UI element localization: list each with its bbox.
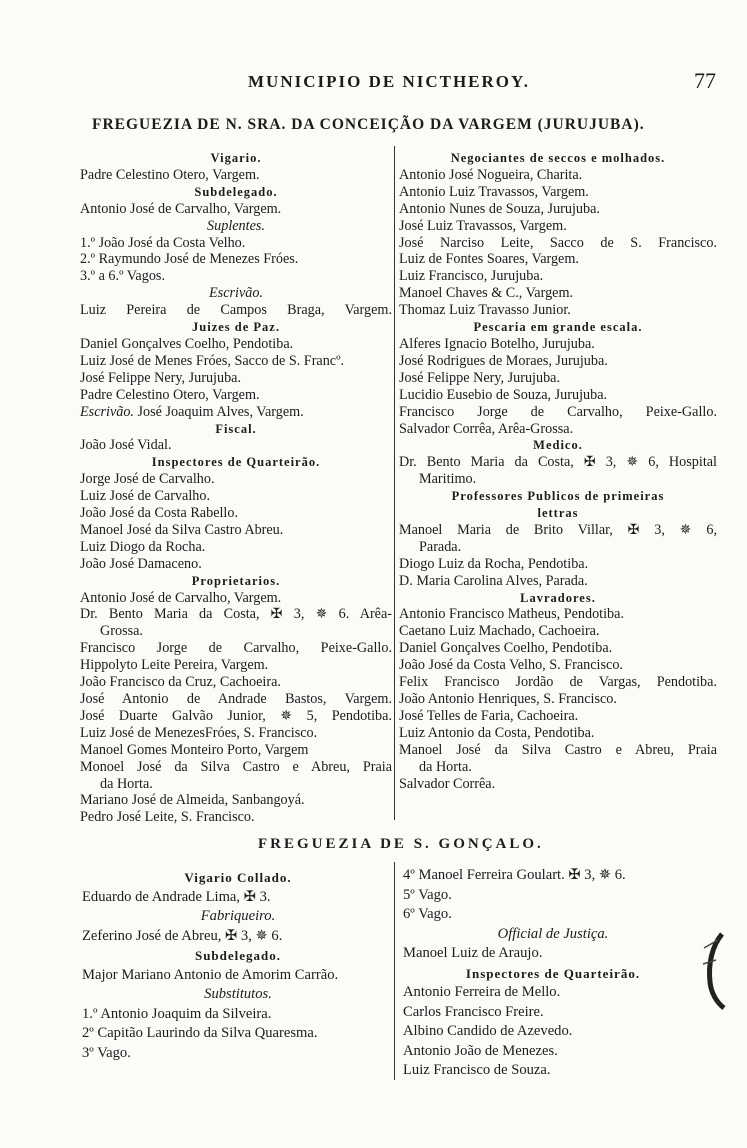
- entry-line: 1.º João José da Costa Velho.: [80, 234, 246, 251]
- column-vargem-left: [80, 150, 392, 826]
- heading-medico: Medico.: [533, 438, 583, 453]
- page-title: MUNICIPIO DE NICTHEROY.: [248, 72, 530, 91]
- entry-line: Salvador Corrêa.: [399, 775, 496, 792]
- entry-line: Daniel Gonçalves Coelho, Pendotiba.: [399, 640, 613, 657]
- escrivao-name: José Joaquim Alves, Vargem.: [137, 403, 304, 420]
- section-title-sao-goncalo: FREGUEZIA DE S. GONÇALO.: [258, 836, 544, 852]
- heading-subdelegado-2: Subdelegado.: [194, 948, 282, 963]
- entry-line: Jorge José de Carvalho.: [80, 471, 215, 488]
- entry-line: Pedro José Leite, S. Francisco.: [80, 809, 255, 826]
- entry-line: João José da Costa Velho, S. Francisco.: [399, 657, 623, 674]
- entry-line: Dr. Bento Maria da Costa, ✠ 3, ✵ 6. Arêa-: [80, 606, 392, 623]
- entry-line: Luiz Francisco, Jurujuba.: [399, 268, 544, 285]
- entry-line: Manoel Maria de Brito Villar, ✠ 3, ✵ 6,: [399, 521, 717, 538]
- entry-line: 2º Capitão Laurindo da Silva Quaresma.: [82, 1025, 318, 1041]
- entry-line: Antonio Nunes de Souza, Jurujuba.: [399, 200, 600, 217]
- escrivao-label: Escrivão.: [80, 403, 134, 420]
- entry-line: Antonio José de Carvalho, Vargem.: [80, 589, 282, 606]
- entry-line: Carlos Francisco Freire.: [403, 1003, 544, 1020]
- entry-line: Manoel José da Silva Castro Abreu.: [80, 521, 284, 538]
- column-divider-2: [394, 862, 395, 1080]
- entry-line: Luiz de Fontes Soares, Vargem.: [399, 251, 579, 268]
- entry-line: Manoel Luiz de Araujo.: [403, 945, 543, 961]
- entry-line: João Francisco da Cruz, Cachoeira.: [80, 674, 281, 691]
- entry-line-cont: da Horta.: [419, 758, 472, 775]
- entry-line: José Duarte Galvão Junior, ✵ 5, Pendotiba.: [80, 707, 392, 724]
- entry-line: João José Vidal.: [80, 437, 172, 454]
- entry-line: Luiz Diogo da Rocha.: [80, 538, 206, 555]
- entry-line: Luiz Antonio da Costa, Pendotiba.: [399, 724, 595, 741]
- entry-line: Francisco Jorge de Carvalho, Peixe-Gallo.: [80, 640, 392, 657]
- entry-line: Antonio José de Carvalho, Vargem.: [80, 200, 282, 217]
- entry-line: Alferes Ignacio Botelho, Jurujuba.: [399, 335, 595, 352]
- heading-vigario: Vigario.: [210, 151, 262, 165]
- entry-line: Manoel José da Silva Castro e Abreu, Praia: [399, 741, 717, 758]
- entry-line: Antonio José Nogueira, Charita.: [399, 166, 583, 183]
- entry-line: Hippolyto Leite Pereira, Vargem.: [80, 657, 269, 674]
- column-vargem-right: [399, 150, 717, 792]
- entry-line: Daniel Gonçalves Coelho, Pendotiba.: [80, 335, 294, 352]
- entry-line: José Felippe Nery, Jurujuba.: [80, 369, 242, 386]
- entry-line: José Telles de Faria, Cachoeira.: [399, 707, 579, 724]
- entry-line-cont: Grossa.: [100, 623, 143, 640]
- entry-line-cont: Maritimo.: [419, 471, 477, 488]
- entry-line: Antonio João de Menezes.: [403, 1042, 558, 1059]
- entry-line: 1.º Antonio Joaquim da Silveira.: [82, 1005, 272, 1022]
- entry-line: Luiz Pereira de Campos Braga, Vargem.: [80, 302, 392, 319]
- entry-line: Mariano José de Almeida, Sanbangoyá.: [80, 792, 305, 809]
- entry-line-cont: da Horta.: [100, 775, 153, 792]
- column-divider: [394, 146, 395, 820]
- heading-proprietarios: Proprietarios.: [191, 573, 281, 588]
- entry-line: Dr. Bento Maria da Costa, ✠ 3, ✵ 6, Hospital: [399, 454, 717, 471]
- entry-line: Eduardo de Andrade Lima, ✠ 3.: [82, 888, 271, 905]
- heading-subdelegado: Subdelegado.: [194, 184, 278, 199]
- entry-line: Padre Celestino Otero, Vargem.: [80, 386, 260, 403]
- entry-line: Caetano Luiz Machado, Cachoeira.: [399, 623, 600, 640]
- page-number: 77: [694, 68, 716, 93]
- entry-line: João Antonio Henriques, S. Francisco.: [399, 691, 617, 707]
- heading-suplentes: Suplentes.: [207, 217, 265, 234]
- heading-escrivao: Escrivão.: [209, 285, 263, 302]
- entry-line: D. Maria Carolina Alves, Parada.: [399, 572, 588, 589]
- heading-juizes-de-paz: Juizes de Paz.: [192, 320, 280, 335]
- entry-line-cont: Parada.: [419, 538, 462, 555]
- entry-line: José Rodrigues de Moraes, Jurujuba.: [399, 352, 608, 369]
- entry-line: José Luiz Travassos, Vargem.: [399, 217, 567, 234]
- entry-line: José Narciso Leite, Sacco de S. Francisco.: [399, 234, 717, 251]
- heading-inspectores: Inspectores de Quarteirão.: [151, 455, 321, 470]
- heading-lavradores: Lavradores.: [520, 590, 596, 605]
- entry-line: Diogo Luiz da Rocha, Pendotiba.: [399, 555, 589, 572]
- heading-fiscal: Fiscal.: [215, 421, 257, 436]
- entry-line: José Felippe Nery, Jurujuba.: [399, 369, 561, 386]
- entry-line: João José Damaceno.: [80, 555, 202, 572]
- entry-line: Luiz José de Menes Fróes, Sacco de S. Francº.: [80, 352, 345, 369]
- entry-line: 3.º a 6.º Vagos.: [80, 268, 165, 285]
- column-goncalo-right: [403, 866, 703, 1081]
- entry-line: Luiz José de Carvalho.: [80, 488, 211, 505]
- entry-line: Antonio Ferreira de Mello.: [403, 984, 561, 1000]
- entry-line: Francisco Jorge de Carvalho, Peixe-Gallo.: [399, 403, 717, 420]
- entry-line: João José da Costa Rabello.: [80, 505, 239, 522]
- entry-line: 3º Vago.: [82, 1044, 131, 1061]
- entry-line: Salvador Corrêa, Arêa-Grossa.: [399, 420, 574, 437]
- entry-line: Luiz Francisco de Souza.: [403, 1062, 551, 1078]
- heading-professores-cont: lettras: [537, 506, 579, 521]
- entry-line: 2.º Raymundo José de Menezes Fróes.: [80, 251, 299, 268]
- heading-fabriqueiro: Fabriqueiro.: [200, 908, 276, 924]
- entry-line: 6º Vago.: [403, 906, 452, 922]
- entry-line: Luiz José de MenezesFróes, S. Francisco.: [80, 724, 318, 741]
- heading-inspectores-2: Inspectores de Quarteirão.: [465, 965, 641, 981]
- entry-line: Major Mariano Antonio de Amorim Carrão.: [82, 966, 339, 983]
- entry-line: 4º Manoel Ferreira Goulart. ✠ 3, ✵ 6.: [403, 867, 626, 883]
- entry-line: 5º Vago.: [403, 886, 452, 903]
- entry-line: Manoel Chaves & C., Vargem.: [399, 285, 574, 302]
- heading-negociantes: Negociantes de seccos e molhados.: [450, 151, 666, 165]
- entry-line: Albino Candido de Azevedo.: [403, 1023, 573, 1039]
- entry-line: Manoel Gomes Monteiro Porto, Vargem: [80, 741, 309, 758]
- entry-line: [80, 404, 392, 421]
- heading-pescaria: Pescaria em grande escala.: [473, 320, 643, 335]
- section-title-vargem: FREGUEZIA DE N. SRA. DA CONCEIÇÃO DA VARGEM (JURUJUBA).: [92, 116, 645, 133]
- heading-official-justica: Official de Justiça.: [497, 925, 609, 942]
- heading-professores: Professores Publicos de primeiras: [451, 489, 665, 504]
- entry-line: Antonio Luiz Travassos, Vargem.: [399, 183, 589, 200]
- heading-substitutos: Substitutos.: [204, 986, 272, 1002]
- entry-line: Lucidio Eusebio de Souza, Jurujuba.: [399, 386, 608, 403]
- entry-line: Felix Francisco Jordão de Vargas, Pendotiba.: [399, 674, 717, 691]
- page-header: [0, 68, 747, 98]
- margin-binding-mark: [700, 930, 730, 1010]
- entry-line: Monoel José da Silva Castro e Abreu, Praia: [80, 758, 392, 775]
- entry-line: Antonio Francisco Matheus, Pendotiba.: [399, 606, 624, 623]
- entry-line: Thomaz Luiz Travasso Junior.: [399, 302, 571, 319]
- entry-line: Zeferino José de Abreu, ✠ 3, ✵ 6.: [82, 927, 283, 944]
- column-goncalo-left: [82, 868, 394, 1063]
- entry-line: José Antonio de Andrade Bastos, Vargem.: [80, 691, 392, 707]
- entry-line: Padre Celestino Otero, Vargem.: [80, 166, 260, 183]
- heading-vigario-collado: Vigario Collado.: [184, 870, 292, 885]
